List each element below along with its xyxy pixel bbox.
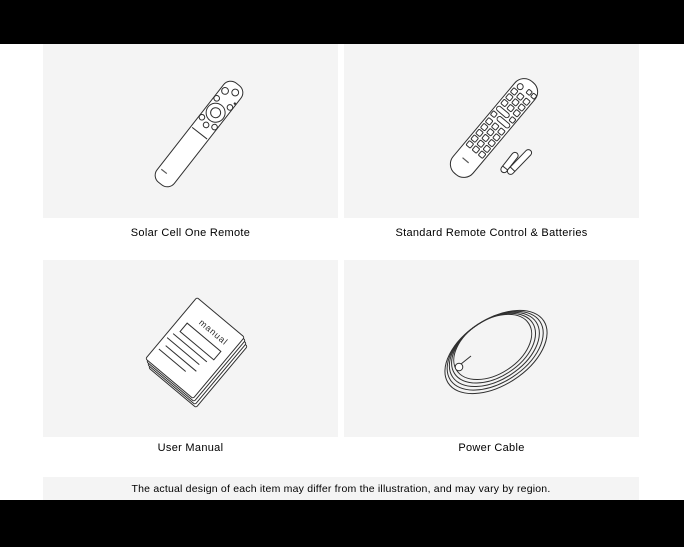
accessory-row bbox=[43, 44, 639, 260]
accessory-row bbox=[43, 260, 639, 477]
accessory-cell-user-manual bbox=[43, 260, 338, 477]
standard-remote-batteries-illustration-icon bbox=[344, 44, 639, 218]
accessory-label: Standard Remote Control & Batteries bbox=[395, 227, 588, 239]
accessory-cell-solar-remote bbox=[43, 44, 338, 260]
accessory-tile bbox=[344, 260, 639, 437]
accessory-grid bbox=[43, 44, 639, 477]
accessory-tile bbox=[344, 44, 639, 218]
accessory-cell-power-cable bbox=[344, 260, 639, 477]
accessory-tile bbox=[43, 44, 338, 218]
accessory-label: User Manual bbox=[157, 442, 224, 454]
accessory-label: Power Cable bbox=[458, 442, 525, 454]
disclaimer-text: The actual design of each item may differ from the illustration, and may vary by region. bbox=[131, 482, 551, 495]
user-manual-illustration-icon bbox=[43, 260, 338, 437]
bottom-letterbox-bar bbox=[0, 500, 684, 547]
disclaimer-bar bbox=[43, 477, 639, 500]
manual-cover-text: manual bbox=[197, 317, 230, 348]
top-letterbox-bar bbox=[0, 0, 684, 44]
accessory-label: Solar Cell One Remote bbox=[130, 227, 251, 239]
accessory-tile bbox=[43, 260, 338, 437]
power-cable-illustration-icon bbox=[344, 260, 639, 437]
solar-remote-illustration-icon bbox=[43, 44, 338, 218]
accessory-cell-standard-remote bbox=[344, 44, 639, 260]
